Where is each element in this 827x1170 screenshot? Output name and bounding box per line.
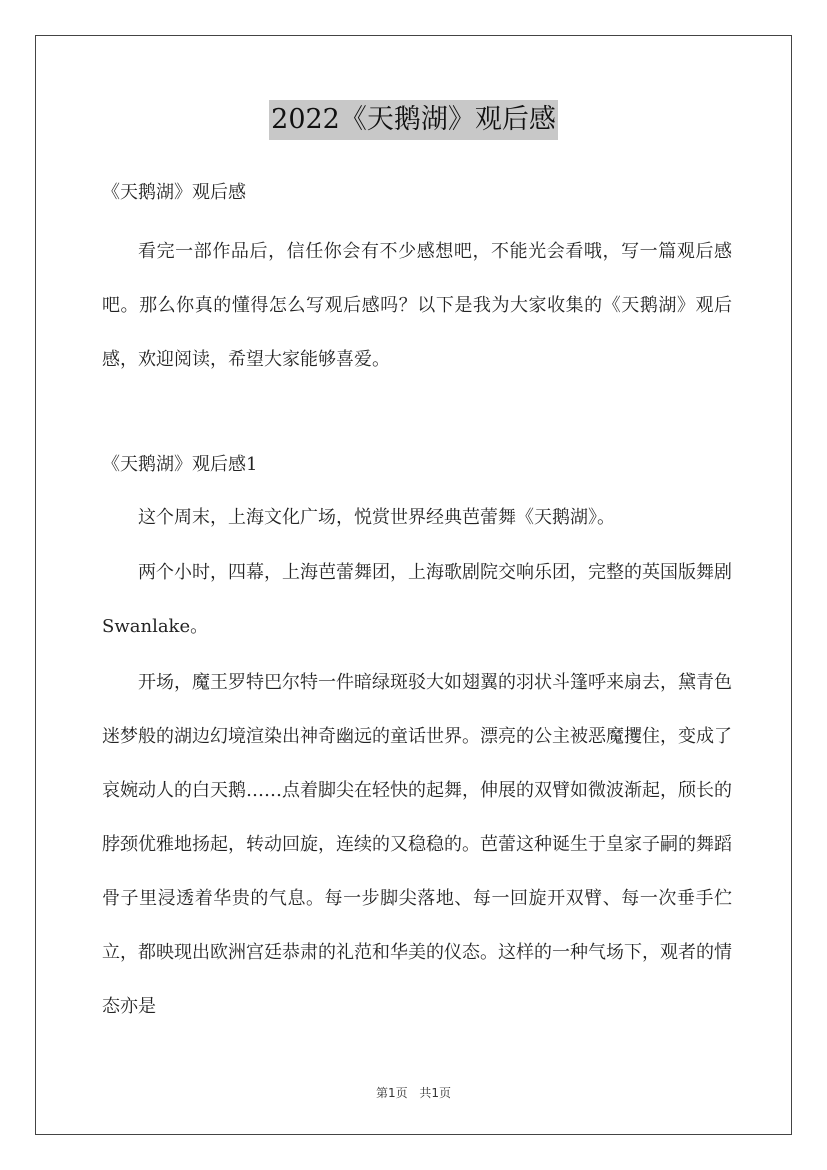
page-total: 共1页 bbox=[419, 1086, 452, 1100]
document-title: 2022《天鹅湖》观后感 bbox=[269, 100, 558, 140]
body-paragraph-1: 这个周末，上海文化广场，悦赏世界经典芭蕾舞《天鹅湖》。 bbox=[138, 507, 615, 528]
section-heading: 《天鹅湖》观后感1 bbox=[102, 454, 258, 475]
page-number: 第1页 bbox=[375, 1086, 408, 1100]
title-container bbox=[0, 100, 827, 140]
intro-paragraph: 看完一部作品后，信任你会有不少感想吧，不能光会看哦，写一篇观后感吧。那么你真的懂得怎么写观后感吗？以下是我为大家收集的《天鹅湖》观后感，欢迎阅读，希望大家能够喜爱。 bbox=[102, 241, 732, 370]
page-footer bbox=[0, 1084, 827, 1101]
body-paragraph-3: 开场，魔王罗特巴尔特一件暗绿斑驳大如翅翼的羽状斗篷呼来扇去，黛青色迷梦般的湖边幻境渲染出神奇幽远的童话世界。漂亮的公主被恶魔攫住，变成了哀婉动人的白天鹅……点着脚尖在轻快的起舞，伸展的双臂如微波渐起，颀长的脖颈优雅地扬起，转动回旋，连续的又稳稳的。芭蕾这种诞生于皇家子嗣的舞蹈骨子里浸透着华贵的气息。每一步脚尖落地、每一回旋开双臂、每一次垂手伫立，都映现出欧洲宫廷恭肃的礼范和华美的仪态。这样的一种气场下，观者的情态亦是 bbox=[102, 672, 732, 1017]
document-subtitle: 《天鹅湖》观后感 bbox=[102, 182, 246, 203]
body-paragraph-2: 两个小时，四幕，上海芭蕾舞团，上海歌剧院交响乐团，完整的英国版舞剧Swanlake。 bbox=[102, 562, 732, 637]
